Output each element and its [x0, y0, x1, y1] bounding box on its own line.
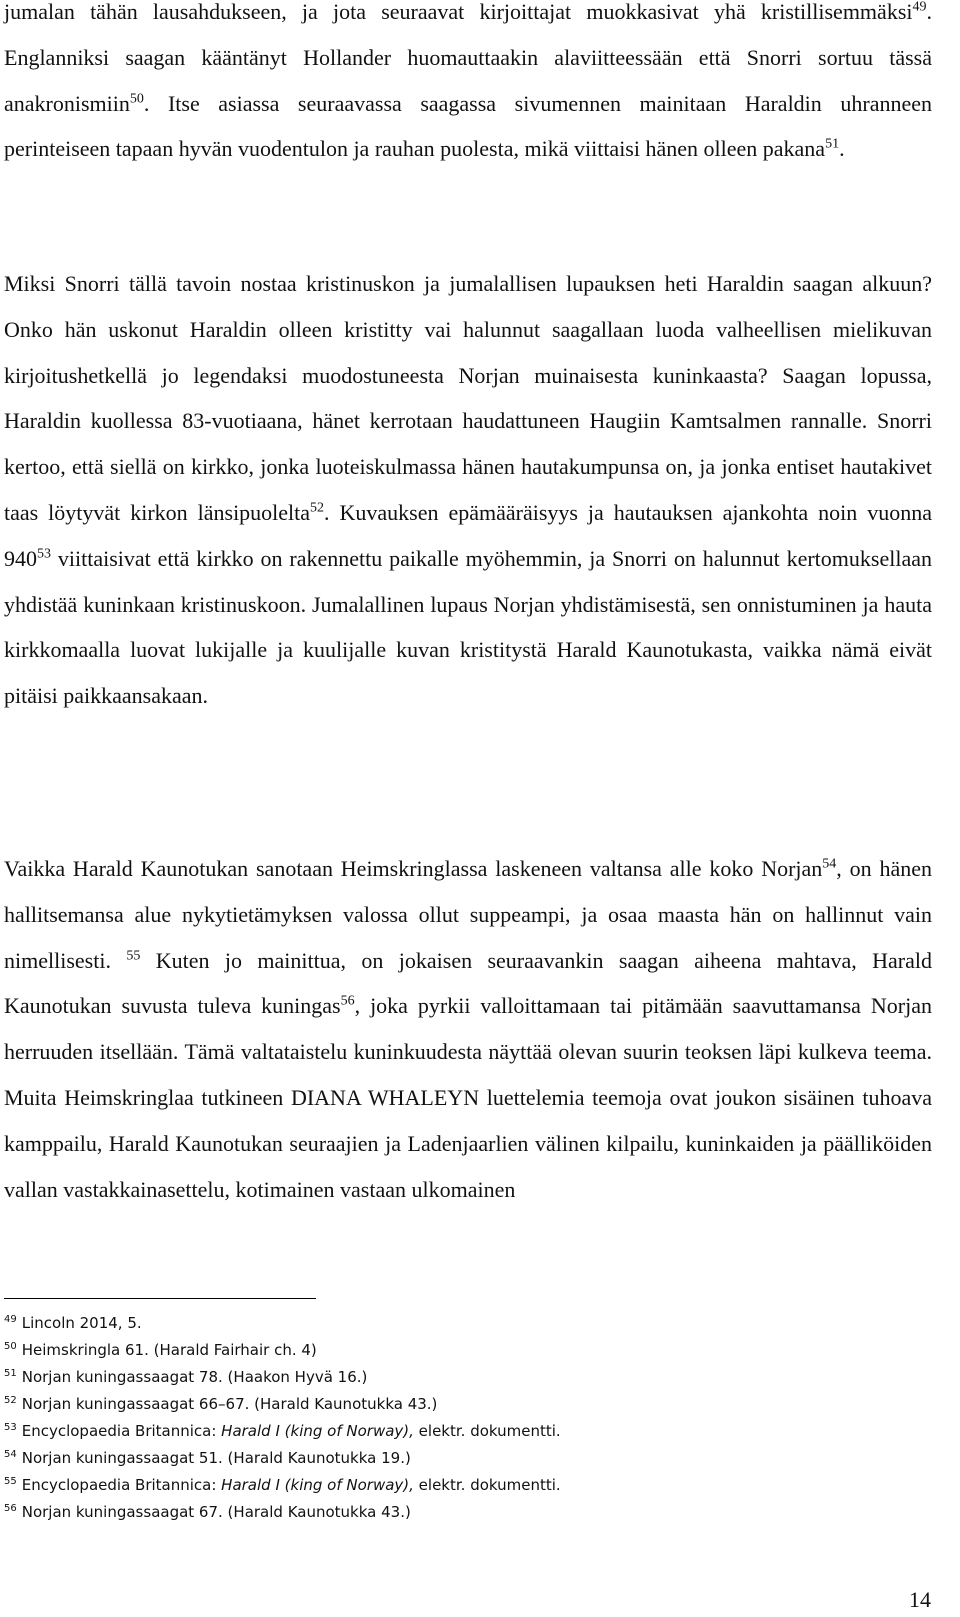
footnote — [4, 1418, 904, 1445]
paragraph-text: Miksi Snorri tällä tavoin nostaa kristinuskon ja jumalallisen lupauksen heti Haraldin saagan alkuun? Onko hän uskonut Haraldin olleen kristitty vai halunnut saagallaan luoda valheellisen mielikuvan kirjoitushetkellä jo legendaksi muodostuneesta Norjan muinaisesta kuninkaasta? Saagan lopussa, Haraldin kuollessa 83-vuotiaana, hänet kerrotaan haudattuneen Haugiin Kamtsalmen rannalle. Snorri kertoo, että siellä on kirkko, jonka luoteiskulmassa hänen hautakumpunsa on, ja jonka entiset hautakivet taas löytyvät kirkon länsipuolelta — [4, 271, 932, 525]
paragraph-text: , on hänen hallitsemansa alue nykytietämyksen valossa ollut suppeampi, ja osaa maasta hän on hallinnut vain nimellisesti. — [4, 856, 933, 973]
footnote-list — [4, 1310, 904, 1526]
footnote — [4, 1337, 904, 1364]
footnote-number: 52 — [4, 1395, 17, 1406]
footnote-number: 49 — [4, 1314, 17, 1325]
footnote-text: elektr. dokumentti. — [413, 1476, 561, 1494]
footnote-text: Norjan kuningassaagat 51. (Harald Kaunotukka 19.) — [21, 1449, 411, 1467]
footnote — [4, 1499, 904, 1526]
paragraph-text: . — [839, 136, 845, 162]
footnote-title: Harald I (king of Norway), — [221, 1476, 414, 1494]
footnote — [4, 1364, 904, 1391]
footnote-number: 56 — [4, 1503, 17, 1514]
footnote — [4, 1472, 904, 1499]
footnote-reference: 55 — [126, 948, 141, 964]
footnote-text: Lincoln 2014, 5. — [21, 1314, 142, 1332]
footnote-reference: 49 — [912, 0, 927, 15]
paragraph-text: Vaikka Harald Kaunotukan sanotaan Heimskringlassa laskeneen valtansa alle koko Norjan — [4, 856, 823, 881]
footnote-reference: 53 — [37, 546, 51, 562]
footnote-text: Heimskringla 61. (Harald Fairhair ch. 4) — [21, 1341, 317, 1359]
footnote-text: Norjan kuningassaagat 66–67. (Harald Kaunotukka 43.) — [21, 1395, 438, 1413]
footnote-reference: 52 — [310, 500, 325, 516]
paragraph-text: . Itse asiassa seuraavassa saagassa sivumennen mainitaan Haraldin uhranneen perinteiseen tapaan hyvän vuodentulon ja rauhan puolesta, mikä viittaisi hänen olleen pakana — [4, 90, 932, 162]
paragraph-text: . Englanniksi saagan kääntänyt Hollander huomauttaakin alaviitteessään että Snorri sortuu tässä anakronismiin — [4, 0, 932, 116]
footnote-title: Harald I (king of Norway), — [221, 1422, 414, 1440]
footnote — [4, 1445, 904, 1472]
paragraph-text: jumalan tähän lausahdukseen, ja jota seuraavat kirjoittajat muokkasivat yhä kristillisemmäksi — [4, 0, 913, 24]
page-number: 14 — [909, 1587, 931, 1612]
body-paragraph-1 — [4, 0, 932, 172]
footnote-number: 55 — [4, 1476, 17, 1487]
body-paragraph-2 — [4, 261, 932, 719]
footnote-text: elektr. dokumentti. — [413, 1422, 561, 1440]
footnote-text: Norjan kuningassaagat 67. (Harald Kaunotukka 43.) — [21, 1503, 411, 1521]
paragraph-text: Kuten jo mainittua, on jokaisen seuraavankin saagan aiheena mahtava, Harald Kaunotukan suvusta tuleva kuningas — [4, 947, 932, 1019]
footnote-separator — [4, 1298, 316, 1299]
footnote-number: 50 — [4, 1341, 17, 1352]
paragraph-text: . Kuvauksen epämääräisyys ja hautauksen ajankohta noin vuonna 940 — [4, 499, 932, 571]
footnote — [4, 1391, 904, 1418]
footnote-reference: 56 — [340, 994, 355, 1010]
footnote-number: 53 — [4, 1422, 17, 1433]
footnote — [4, 1310, 904, 1337]
body-paragraph-3 — [4, 846, 932, 1212]
paragraph-text: , joka pyrkii valloittamaan tai pitämään saavuttamansa Norjan herruuden itsellään. Tämä valtataistelu kuninkuudesta näyttää olevan suurin teoksen läpi kulkeva teema. Muita Heimskringlaa tutkineen DIANA WHALEYN luettelemia teemoja ovat joukon sisäinen tuhoava kamppailu, Harald Kaunotukan seuraajien ja Ladenjaarlien välinen kilpailu, kuninkaiden ja päälliköiden vallan vastakkainasettelu, kotimainen vastaan ulkomainen — [4, 993, 932, 1202]
footnote-text: Norjan kuningassaagat 78. (Haakon Hyvä 16.) — [21, 1368, 368, 1386]
footnote-text: Encyclopaedia Britannica: — [21, 1476, 222, 1494]
footnote-text: Encyclopaedia Britannica: — [21, 1422, 222, 1440]
footnote-number: 54 — [4, 1449, 17, 1460]
paragraph-text: viittaisivat että kirkko on rakennettu paikalle myöhemmin, ja Snorri on halunnut kertomuksellaan yhdistää kuninkaan kristinuskoon. Jumalallinen lupaus Norjan yhdistämisestä, sen onnistuminen ja hauta kirkkomaalla luovat lukijalle ja kuulijalle kuvan kristitystä Harald Kaunotukasta, vaikka nämä eivät pitäisi paikkaansakaan. — [4, 545, 932, 709]
footnote-reference: 54 — [822, 856, 837, 872]
footnote-number: 51 — [4, 1368, 17, 1379]
footnote-reference: 50 — [129, 91, 144, 107]
footnote-reference: 51 — [825, 137, 840, 153]
